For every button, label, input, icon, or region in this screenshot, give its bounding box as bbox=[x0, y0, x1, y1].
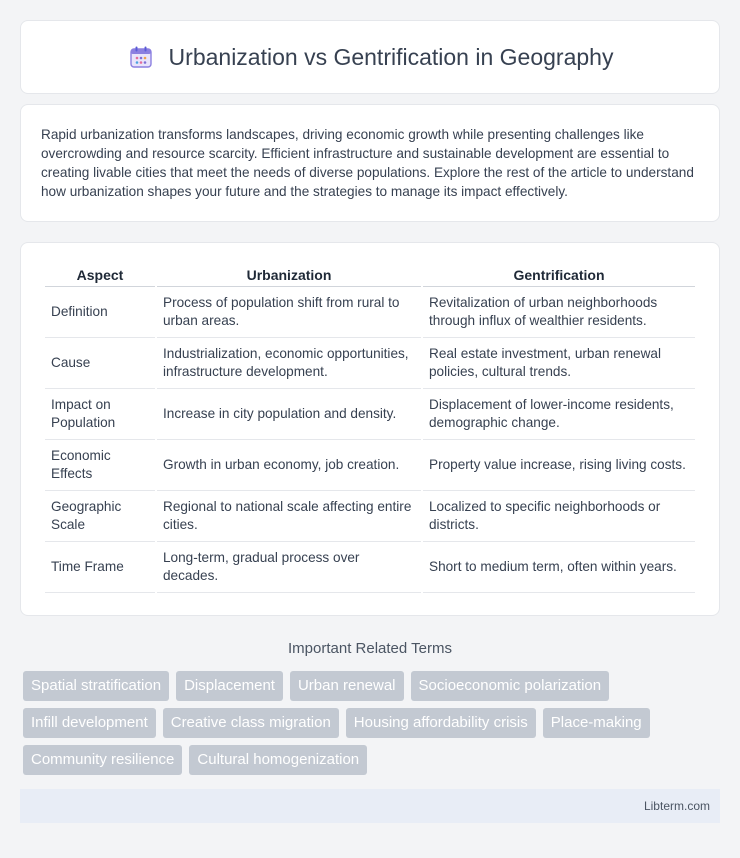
row-aspect: Economic Effects bbox=[45, 440, 155, 491]
table-row bbox=[45, 491, 695, 542]
row-urbanization: Regional to national scale affecting entire cities. bbox=[157, 491, 421, 542]
row-gentrification: Real estate investment, urban renewal policies, cultural trends. bbox=[423, 338, 695, 389]
row-urbanization: Long-term, gradual process over decades. bbox=[157, 542, 421, 593]
row-gentrification: Localized to specific neighborhoods or districts. bbox=[423, 491, 695, 542]
row-aspect: Geographic Scale bbox=[45, 491, 155, 542]
table-row bbox=[45, 389, 695, 440]
comparison-card bbox=[20, 242, 720, 616]
footer bbox=[20, 789, 720, 823]
row-aspect: Cause bbox=[45, 338, 155, 389]
related-term-tag[interactable]: Socioeconomic polarization bbox=[411, 671, 610, 701]
related-term-tag[interactable]: Spatial stratification bbox=[23, 671, 169, 701]
related-terms-list bbox=[20, 671, 720, 775]
page-header bbox=[20, 20, 720, 94]
related-term-tag[interactable]: Infill development bbox=[23, 708, 156, 738]
related-term-tag[interactable]: Creative class migration bbox=[163, 708, 339, 738]
page-title: Urbanization vs Gentrification in Geography bbox=[168, 43, 614, 70]
row-urbanization: Industrialization, economic opportunities, infrastructure development. bbox=[157, 338, 421, 389]
intro-text: Rapid urbanization transforms landscapes, driving economic growth while presenting challenges like overcrowding and resource scarcity. Efficient infrastructure and sustainable development are essential to creating livable cities that meet the needs of diverse populations. Explore the rest of the article to understand how urbanization shapes your future and the strategies to manage its impact effectively. bbox=[41, 127, 694, 199]
row-aspect: Impact on Population bbox=[45, 389, 155, 440]
table-header-row bbox=[45, 263, 695, 287]
related-term-tag[interactable]: Place-making bbox=[543, 708, 650, 738]
calendar-icon bbox=[127, 43, 155, 71]
row-urbanization: Process of population shift from rural to urban areas. bbox=[157, 287, 421, 338]
row-gentrification: Displacement of lower-income residents, demographic change. bbox=[423, 389, 695, 440]
table-row bbox=[45, 287, 695, 338]
column-header-urbanization: Urbanization bbox=[157, 263, 421, 287]
related-term-tag[interactable]: Cultural homogenization bbox=[189, 745, 367, 775]
related-term-tag[interactable]: Housing affordability crisis bbox=[346, 708, 536, 738]
table-row bbox=[45, 338, 695, 389]
footer-site-link[interactable]: Libterm.com bbox=[643, 799, 710, 813]
row-urbanization: Growth in urban economy, job creation. bbox=[157, 440, 421, 491]
column-header-gentrification: Gentrification bbox=[423, 263, 695, 287]
table-row bbox=[45, 542, 695, 593]
related-terms-title: Important Related Terms bbox=[288, 640, 452, 657]
column-header-aspect: Aspect bbox=[45, 263, 155, 287]
comparison-table bbox=[43, 263, 697, 593]
row-gentrification: Short to medium term, often within years. bbox=[423, 542, 695, 593]
row-gentrification: Revitalization of urban neighborhoods through influx of wealthier residents. bbox=[423, 287, 695, 338]
related-term-tag[interactable]: Urban renewal bbox=[290, 671, 404, 701]
row-aspect: Definition bbox=[45, 287, 155, 338]
intro-card bbox=[20, 104, 720, 222]
row-gentrification: Property value increase, rising living costs. bbox=[423, 440, 695, 491]
table-row bbox=[45, 440, 695, 491]
row-aspect: Time Frame bbox=[45, 542, 155, 593]
row-urbanization: Increase in city population and density. bbox=[157, 389, 421, 440]
related-term-tag[interactable]: Community resilience bbox=[23, 745, 182, 775]
related-term-tag[interactable]: Displacement bbox=[176, 671, 283, 701]
